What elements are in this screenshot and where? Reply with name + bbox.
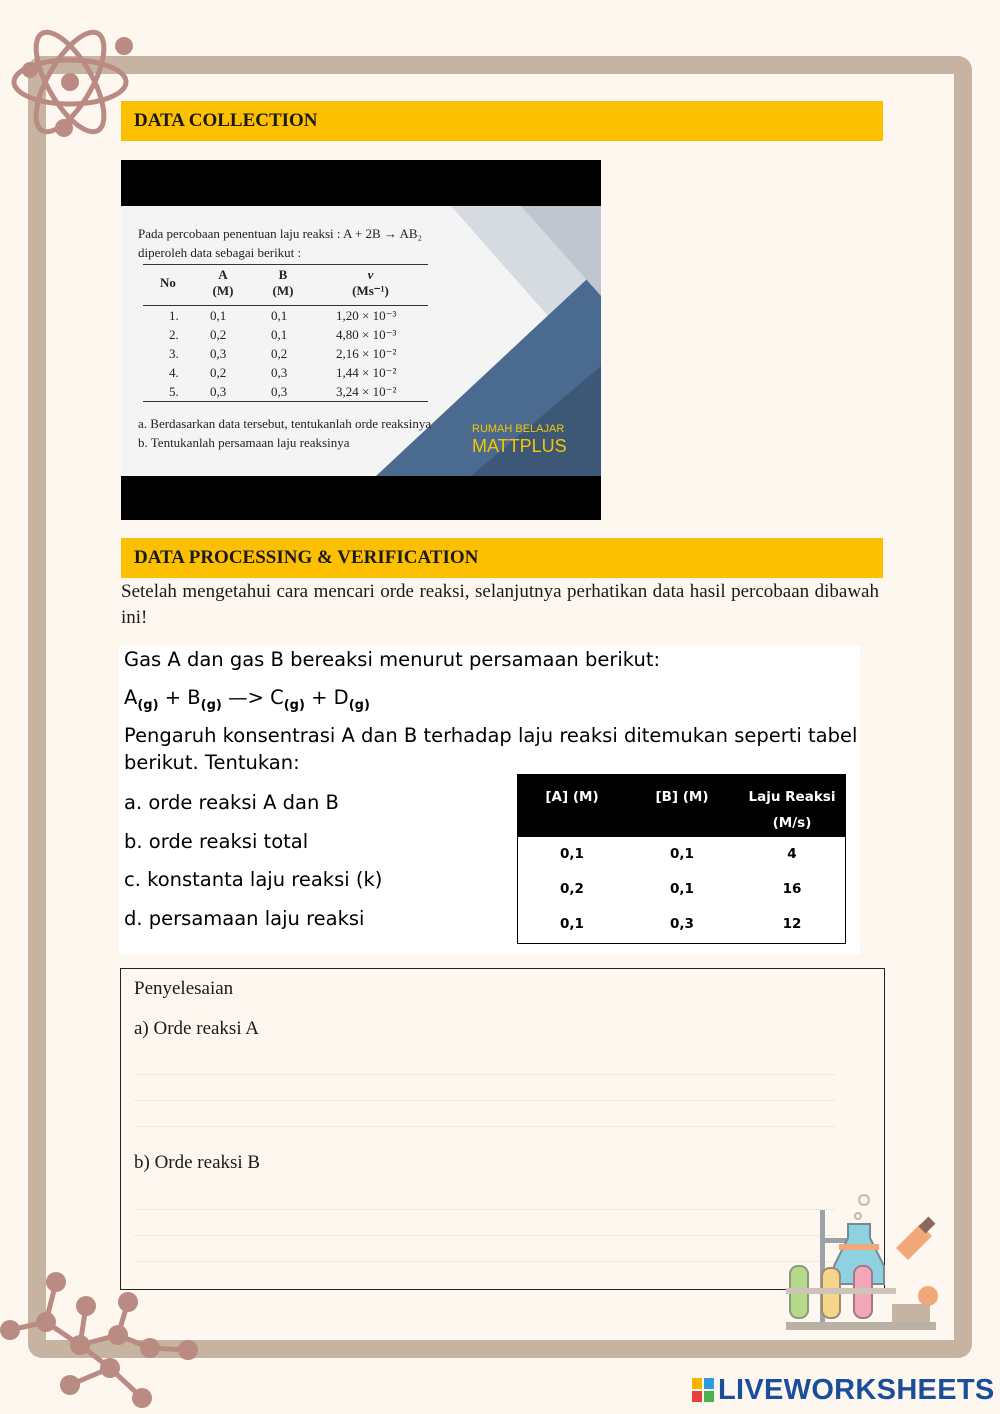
cell-b: 0,1 xyxy=(670,881,694,897)
problem-image-2 xyxy=(119,646,860,954)
problem1-question-a: a. Berdasarkan data tersebut, tentukanlah orde reaksinya xyxy=(138,416,432,431)
answer-input-a-line2[interactable] xyxy=(135,1100,835,1101)
problem1-line1: Pada percobaan penentuan laju reaksi : A + 2B → AB₂ xyxy=(138,226,423,241)
header-rate: Laju Reaksi (M/s) xyxy=(748,789,836,831)
reaction-equation: $A_{(g)} + B_{(g)}$ —> $C_{(g)} + D_{(g)}$ xyxy=(124,686,370,713)
table-row: 3. 0,3 0,2 2,16 × 10⁻² xyxy=(169,345,397,361)
table-header xyxy=(518,775,845,837)
problem-image-1 xyxy=(121,160,601,520)
answer-title: Penyelesaian xyxy=(134,978,234,999)
problem1-table xyxy=(143,264,428,402)
answer-input-b-line2[interactable] xyxy=(135,1235,835,1236)
intro-text: Setelah mengetahui cara mencari orde reaksi, selanjutnya perhatikan data hasil percobaan dibawah ini! xyxy=(121,581,879,628)
cell-b: 0,3 xyxy=(670,916,694,932)
problem1-question-b: b. Tentukanlah persamaan laju reaksinya xyxy=(138,435,350,450)
problem2-line4: berikut. Tentukan: xyxy=(124,751,300,774)
cell-rate: 4 xyxy=(787,846,797,862)
answer-input-a-line3[interactable] xyxy=(135,1126,835,1127)
cell-a: 0,1 xyxy=(560,846,584,862)
cell-a: 0,1 xyxy=(560,916,584,932)
problem2-line1: Gas A dan gas B bereaksi menurut persamaan berikut: xyxy=(124,648,661,671)
answer-input-b-line3[interactable] xyxy=(135,1261,835,1262)
header-a: A (M) xyxy=(193,265,253,306)
cell-a: 0,2 xyxy=(560,881,584,897)
section-title-data-processing: DATA PROCESSING & VERIFICATION xyxy=(121,538,883,578)
table-row: 4. 0,2 0,3 1,44 × 10⁻² xyxy=(169,364,397,380)
liveworksheets-logo-icon xyxy=(692,1378,714,1402)
liveworksheets-logo[interactable]: LIVEWORKSHEETS xyxy=(718,1374,995,1406)
header-v: v (Ms⁻¹) xyxy=(313,265,428,306)
brand-big: MATTPLUS xyxy=(472,436,567,456)
answer-input-b-line1[interactable] xyxy=(135,1209,835,1210)
answer-part-a-label: a) Orde reaksi A xyxy=(134,1018,260,1039)
table-row: 1. 0,1 0,1 1,20 × 10⁻³ xyxy=(169,307,397,323)
molecule-icon xyxy=(0,1270,210,1410)
section-title-data-collection: DATA COLLECTION xyxy=(121,101,883,141)
header-no: No xyxy=(143,265,193,306)
problem-slide xyxy=(121,206,601,476)
answer-box xyxy=(120,968,885,1290)
answer-part-b-label: b) Orde reaksi B xyxy=(134,1152,261,1173)
brand-small: RUMAH BELAJAR xyxy=(472,423,565,435)
problem2-line3: Pengaruh konsentrasi A dan B terhadap laju reaksi ditemukan seperti tabel xyxy=(124,724,858,747)
cell-rate: 16 xyxy=(782,881,802,897)
rate-data-table xyxy=(517,774,846,944)
cell-rate: 12 xyxy=(782,916,802,932)
cell-b: 0,1 xyxy=(670,846,694,862)
table-row: 2. 0,2 0,1 4,80 × 10⁻³ xyxy=(169,326,397,342)
lab-equipment-icon xyxy=(784,1188,944,1338)
table-row: 5. 0,3 0,3 3,24 × 10⁻² xyxy=(143,382,428,402)
answer-input-a-line1[interactable] xyxy=(135,1074,835,1075)
header-conc-b: [B] (M) xyxy=(655,789,709,805)
question-d: d. persamaan laju reaksi xyxy=(124,907,365,930)
question-c: c. konstanta laju reaksi (k) xyxy=(124,868,383,891)
question-b: b. orde reaksi total xyxy=(124,830,309,853)
header-b: B (M) xyxy=(253,265,313,306)
header-conc-a: [A] (M) xyxy=(545,789,599,805)
problem1-line2: diperoleh data sebagai berikut : xyxy=(138,245,302,260)
question-a: a. orde reaksi A dan B xyxy=(124,791,339,814)
